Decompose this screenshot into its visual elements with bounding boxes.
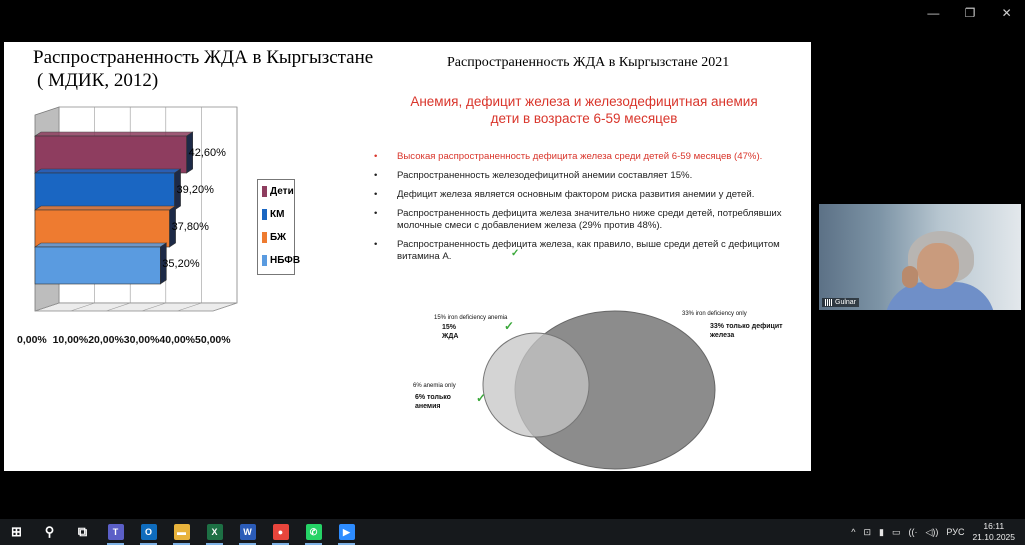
- legend-label: КМ: [270, 209, 285, 220]
- red-heading-line1: Анемия, дефицит железа и железодефицитная анемия: [410, 94, 758, 109]
- restore-button[interactable]: ❐: [964, 6, 976, 20]
- x-tick-label: 50,00%: [195, 334, 231, 346]
- x-tick-label: 40,00%: [159, 334, 196, 346]
- bullet-marker: •: [374, 169, 378, 181]
- taskbar-apps: [0, 519, 363, 545]
- file-explorer-icon-glyph: ▬: [174, 524, 190, 540]
- outlook-icon[interactable]: [132, 519, 165, 545]
- venn-diagram: [4, 42, 811, 471]
- word-icon[interactable]: [231, 519, 264, 545]
- minimize-button[interactable]: —: [927, 6, 940, 20]
- x-tick-label: 10,00%: [52, 334, 89, 346]
- bullet-text: Высокая распространенность дефицита железа среди детей 6-59 месяцев (47%).: [397, 151, 763, 162]
- bar-data-label: 42,60%: [188, 147, 226, 159]
- slide-right-title: Распространенность ЖДА в Кыргызстане 2021: [447, 55, 730, 70]
- excel-icon[interactable]: [198, 519, 231, 545]
- outlook-icon-glyph: O: [141, 524, 157, 540]
- left-title-line2: ( МДИК, 2012): [37, 70, 159, 91]
- venn-label-anemia: [415, 393, 451, 411]
- signal-bars-icon: [825, 299, 832, 306]
- chrome-icon[interactable]: [264, 519, 297, 545]
- red-heading-line2: дети в возрасте 6-59 месяцев: [490, 111, 678, 126]
- system-tray: [847, 519, 1025, 545]
- bar-data-label: 39,20%: [176, 184, 214, 196]
- window-controls: [915, 4, 1025, 24]
- windows-start-icon-glyph: ⊞: [11, 524, 22, 539]
- venn-label-id: [710, 322, 783, 340]
- shared-slide: [4, 42, 811, 471]
- tray-device-icon[interactable]: ▮: [879, 526, 884, 537]
- windows-start-icon[interactable]: [0, 519, 33, 545]
- zoom-icon-glyph: ▶: [339, 524, 355, 540]
- legend-label: Дети: [270, 186, 294, 197]
- teams-icon-glyph: T: [108, 524, 124, 540]
- bullet-marker: •: [374, 207, 378, 219]
- wifi-icon[interactable]: ((·: [908, 527, 918, 537]
- clock[interactable]: [972, 521, 1015, 543]
- whatsapp-icon[interactable]: [297, 519, 330, 545]
- clock-date: 21.10.2025: [972, 532, 1015, 542]
- file-explorer-icon[interactable]: [165, 519, 198, 545]
- venn-label-ida-pct: 15%: [442, 324, 457, 331]
- bullet-text: Распространенность железодефицитной анемии составляет 15%.: [397, 169, 693, 181]
- x-tick-label: 30,00%: [123, 334, 160, 346]
- participant-face: [917, 243, 959, 289]
- x-tick-label: 0,00%: [17, 334, 47, 346]
- venn-label-anemia-en: 6% anemia only: [413, 383, 456, 389]
- whatsapp-icon-glyph: ✆: [306, 524, 322, 540]
- participant-name-label: [822, 298, 859, 307]
- bullet-text: Распространенность дефицита железа, как правило, выше среди детей с дефицитом витамина А.: [397, 239, 780, 263]
- venn-small-ellipse: [483, 333, 589, 437]
- bullet-text: Распространенность дефицита железа значительно ниже среди детей, потреблявших молочные смеси с добавлением железа (29% против 48%).: [397, 207, 782, 232]
- search-icon[interactable]: [33, 519, 66, 545]
- tray-app-icon[interactable]: ⊡: [863, 526, 872, 537]
- bullet-marker: •: [374, 151, 378, 162]
- close-button[interactable]: ✕: [1001, 6, 1012, 20]
- search-icon-glyph: ⚲: [44, 524, 55, 539]
- language-indicator[interactable]: РУС: [946, 527, 965, 537]
- bar-data-label: 35,20%: [162, 258, 200, 270]
- check-icon: ✓: [476, 391, 487, 405]
- clock-time: 16:11: [983, 521, 1005, 531]
- participant-name: Gulnar: [835, 299, 857, 306]
- check-icon: ✓: [511, 248, 520, 259]
- battery-icon[interactable]: ▭: [891, 526, 901, 537]
- venn-label-anemia-pct: 6% только: [415, 394, 451, 401]
- left-title-line1: Распространенность ЖДА в Кыргызстане: [33, 47, 374, 68]
- bullet-marker: •: [374, 239, 378, 251]
- chrome-icon-glyph: ●: [273, 524, 289, 540]
- venn-label-ida-en: 15% iron deficiency anemia: [434, 315, 508, 321]
- tray-chevron-icon[interactable]: ^: [851, 527, 856, 537]
- participant-video-tile[interactable]: [819, 204, 1021, 310]
- task-view-icon-glyph: ⧉: [77, 524, 88, 539]
- task-view-icon[interactable]: [66, 519, 99, 545]
- venn-label-ida-ru: ЖДА: [442, 333, 459, 340]
- taskbar: [0, 519, 1025, 545]
- venn-label-anemia-ru: анемия: [415, 403, 441, 410]
- venn-label-id-en: 33% iron deficiency only: [682, 311, 747, 317]
- x-tick-label: 20,00%: [88, 334, 124, 346]
- participant-hand: [902, 266, 918, 288]
- check-icon: ✓: [504, 319, 515, 333]
- bullet-text: Дефицит железа является основным фактором риска развития анемии у детей.: [397, 188, 755, 200]
- bullet-marker: •: [374, 188, 378, 200]
- zoom-icon[interactable]: [330, 519, 363, 545]
- venn-label-id-pct: 33% только дефицит: [710, 323, 783, 330]
- bar-data-label: 37,80%: [171, 221, 209, 233]
- teams-icon[interactable]: [99, 519, 132, 545]
- excel-icon-glyph: X: [207, 524, 223, 540]
- venn-label-ida: [442, 323, 458, 341]
- venn-label-id-ru: железа: [710, 332, 735, 339]
- volume-icon[interactable]: ◁)): [925, 526, 939, 537]
- word-icon-glyph: W: [240, 524, 256, 540]
- legend-label: НБФВ: [270, 255, 301, 266]
- legend-label: БЖ: [270, 232, 286, 243]
